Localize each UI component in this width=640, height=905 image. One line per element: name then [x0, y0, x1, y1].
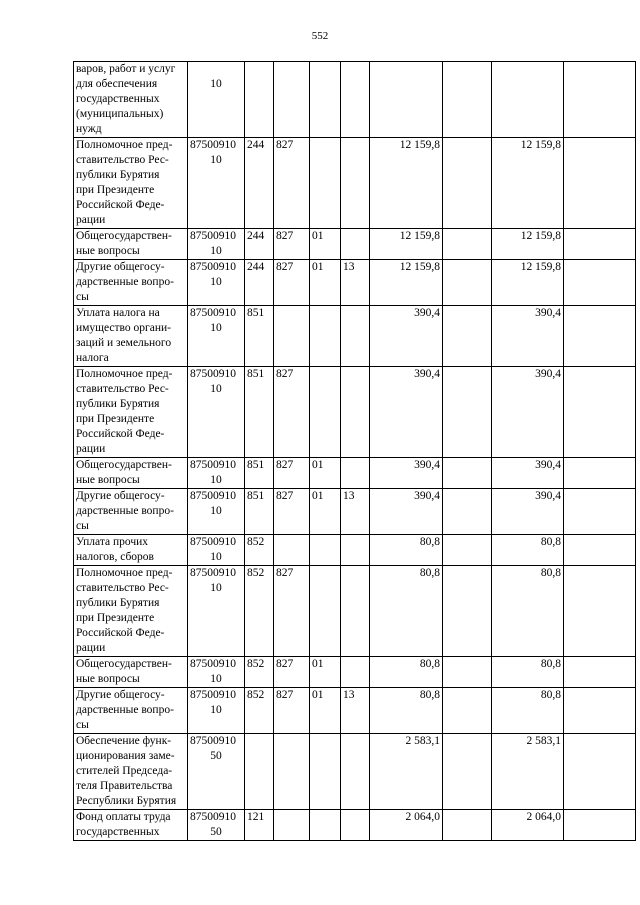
- cell-target-article-line: 87500910: [190, 811, 236, 823]
- cell-name: [74, 229, 188, 260]
- cell-subsection: [341, 138, 370, 229]
- cell-target-article: [188, 229, 245, 260]
- cell-blank: [443, 458, 492, 489]
- cell-blank: [564, 306, 636, 367]
- cell-section: 01: [310, 458, 341, 489]
- table-row: [74, 688, 636, 734]
- cell-name: [74, 458, 188, 489]
- table-row: [74, 62, 636, 138]
- cell-name-line: Российской Феде-: [76, 627, 165, 639]
- cell-subsection: [341, 535, 370, 566]
- cell-name-line: сы: [76, 291, 89, 303]
- cell-target-article: [188, 138, 245, 229]
- cell-blank: [564, 229, 636, 260]
- cell-subsection: 13: [341, 688, 370, 734]
- cell-expense-type: 851: [245, 489, 274, 535]
- cell-name-line: ставительство Рес-: [76, 582, 169, 594]
- cell-amount: 12 159,8: [370, 138, 443, 229]
- cell-section: [310, 566, 341, 657]
- cell-admin-code: 827: [274, 367, 310, 458]
- cell-amount-total: 390,4: [492, 306, 564, 367]
- cell-expense-type: 121: [245, 810, 274, 841]
- cell-target-article-line: [190, 62, 242, 77]
- table-row: [74, 260, 636, 306]
- cell-blank: [443, 306, 492, 367]
- cell-target-article-line: 87500910: [190, 307, 236, 319]
- cell-name: [74, 62, 188, 138]
- table-row: [74, 734, 636, 810]
- cell-amount-total: 12 159,8: [492, 260, 564, 306]
- cell-subsection: [341, 810, 370, 841]
- table-row: [74, 810, 636, 841]
- table-body: [74, 62, 636, 841]
- cell-target-article-line: 10: [210, 551, 222, 563]
- cell-subsection: [341, 229, 370, 260]
- cell-target-article: [188, 734, 245, 810]
- cell-section: [310, 306, 341, 367]
- cell-name-line: Другие общегосу-: [76, 261, 165, 273]
- cell-name-line: Общегосударствен-: [76, 658, 172, 670]
- cell-section: [310, 734, 341, 810]
- cell-amount-total: 390,4: [492, 458, 564, 489]
- cell-name-line: Полномочное пред-: [76, 567, 173, 579]
- cell-blank: [564, 810, 636, 841]
- cell-section: [310, 62, 341, 138]
- cell-subsection: [341, 566, 370, 657]
- cell-name: [74, 367, 188, 458]
- cell-name-line: Российской Феде-: [76, 428, 165, 440]
- table-row: [74, 367, 636, 458]
- cell-name-line: при Президенте: [76, 184, 155, 196]
- cell-blank: [443, 657, 492, 688]
- cell-target-article-line: 87500910: [190, 368, 236, 380]
- cell-target-article: [188, 62, 245, 138]
- cell-name: [74, 489, 188, 535]
- cell-subsection: [341, 62, 370, 138]
- cell-expense-type: 851: [245, 458, 274, 489]
- cell-name-line: дарственные вопро-: [76, 704, 174, 716]
- cell-amount: 390,4: [370, 458, 443, 489]
- cell-name-line: ционирования заме-: [76, 750, 175, 762]
- cell-name-line: Уплата прочих: [76, 536, 149, 548]
- cell-target-article: [188, 458, 245, 489]
- cell-amount-total: 2 583,1: [492, 734, 564, 810]
- table-row: [74, 229, 636, 260]
- cell-blank: [443, 62, 492, 138]
- cell-name-line: ставительство Рес-: [76, 154, 169, 166]
- cell-subsection: 13: [341, 260, 370, 306]
- cell-amount: 390,4: [370, 367, 443, 458]
- cell-section: 01: [310, 229, 341, 260]
- cell-name: [74, 535, 188, 566]
- cell-target-article-line: 10: [210, 505, 222, 517]
- cell-section: 01: [310, 260, 341, 306]
- cell-name-line: Общегосударствен-: [76, 459, 172, 471]
- cell-target-article: [188, 367, 245, 458]
- cell-blank: [443, 810, 492, 841]
- cell-admin-code: 827: [274, 458, 310, 489]
- cell-name-line: заций и земельного: [76, 337, 172, 349]
- cell-amount: 2 064,0: [370, 810, 443, 841]
- cell-blank: [443, 688, 492, 734]
- cell-target-article: [188, 306, 245, 367]
- cell-amount-total: 80,8: [492, 566, 564, 657]
- cell-amount-total: 80,8: [492, 657, 564, 688]
- cell-target-article-line: 10: [210, 245, 222, 257]
- cell-name-line: Другие общегосу-: [76, 689, 165, 701]
- cell-target-article-line: 87500910: [190, 490, 236, 502]
- cell-target-article-line: 87500910: [190, 689, 236, 701]
- cell-blank: [564, 62, 636, 138]
- table-row: [74, 458, 636, 489]
- cell-blank: [564, 458, 636, 489]
- cell-admin-code: [274, 535, 310, 566]
- cell-name-line: рации: [76, 443, 106, 455]
- cell-name-line: публики Бурятия: [76, 597, 160, 609]
- cell-name-line: ные вопросы: [76, 673, 140, 685]
- cell-name-line: варов, работ и услуг: [76, 63, 176, 75]
- cell-name-line: Фонд оплаты труда: [76, 811, 171, 823]
- cell-name: [74, 260, 188, 306]
- cell-amount: 80,8: [370, 566, 443, 657]
- cell-amount-total: 12 159,8: [492, 229, 564, 260]
- cell-amount: [370, 62, 443, 138]
- cell-amount: 80,8: [370, 657, 443, 688]
- cell-amount-total: 390,4: [492, 489, 564, 535]
- cell-admin-code: [274, 306, 310, 367]
- cell-admin-code: 827: [274, 260, 310, 306]
- cell-target-article-line: 87500910: [190, 536, 236, 548]
- cell-name-line: ные вопросы: [76, 245, 140, 257]
- cell-name-line: ставительство Рес-: [76, 383, 169, 395]
- cell-name-line: рации: [76, 642, 106, 654]
- cell-name-line: нужд: [76, 123, 102, 135]
- cell-amount-total: 80,8: [492, 535, 564, 566]
- cell-blank: [564, 535, 636, 566]
- cell-section: 01: [310, 688, 341, 734]
- table-row: [74, 138, 636, 229]
- cell-section: 01: [310, 489, 341, 535]
- cell-name-line: налога: [76, 352, 109, 364]
- cell-blank: [443, 229, 492, 260]
- cell-expense-type: 851: [245, 367, 274, 458]
- cell-expense-type: 852: [245, 535, 274, 566]
- cell-admin-code: 827: [274, 489, 310, 535]
- cell-name-line: публики Бурятия: [76, 398, 160, 410]
- cell-expense-type: 851: [245, 306, 274, 367]
- cell-subsection: [341, 657, 370, 688]
- cell-blank: [443, 489, 492, 535]
- cell-blank: [564, 260, 636, 306]
- cell-target-article-line: 10: [210, 276, 222, 288]
- cell-name-line: стителей Председа-: [76, 765, 173, 777]
- cell-blank: [564, 566, 636, 657]
- cell-name-line: при Президенте: [76, 413, 155, 425]
- table-row: [74, 535, 636, 566]
- cell-admin-code: 827: [274, 229, 310, 260]
- cell-name: [74, 734, 188, 810]
- cell-target-article: [188, 489, 245, 535]
- cell-blank: [564, 367, 636, 458]
- cell-amount: 80,8: [370, 535, 443, 566]
- cell-name-line: Полномочное пред-: [76, 139, 173, 151]
- cell-expense-type: 852: [245, 566, 274, 657]
- cell-name-line: Обеспечение функ-: [76, 735, 172, 747]
- cell-amount-total: [492, 62, 564, 138]
- cell-target-article-line: 87500910: [190, 658, 236, 670]
- cell-name-line: Другие общегосу-: [76, 490, 165, 502]
- cell-expense-type: 852: [245, 688, 274, 734]
- cell-target-article: [188, 657, 245, 688]
- cell-name-line: публики Бурятия: [76, 169, 160, 181]
- cell-subsection: [341, 367, 370, 458]
- cell-amount: 12 159,8: [370, 260, 443, 306]
- cell-target-article-line: 87500910: [190, 735, 236, 747]
- cell-target-article-line: 10: [210, 322, 222, 334]
- cell-subsection: [341, 306, 370, 367]
- cell-blank: [564, 734, 636, 810]
- table-row: [74, 489, 636, 535]
- cell-target-article: [188, 566, 245, 657]
- cell-name: [74, 306, 188, 367]
- cell-blank: [564, 688, 636, 734]
- page-number: 552: [311, 30, 329, 42]
- cell-section: [310, 138, 341, 229]
- cell-target-article-line: 50: [210, 826, 222, 838]
- cell-name-line: дарственные вопро-: [76, 505, 174, 517]
- cell-target-article-line: 10: [210, 78, 222, 90]
- cell-name-line: Республики Бурятия: [76, 795, 177, 807]
- cell-amount: 80,8: [370, 688, 443, 734]
- cell-target-article-line: 10: [210, 474, 222, 486]
- cell-target-article-line: 10: [210, 154, 222, 166]
- cell-target-article-line: 87500910: [190, 139, 236, 151]
- cell-blank: [564, 657, 636, 688]
- cell-target-article-line: 10: [210, 383, 222, 395]
- cell-name-line: имущество органи-: [76, 322, 171, 334]
- cell-name-line: сы: [76, 520, 89, 532]
- cell-admin-code: 827: [274, 138, 310, 229]
- cell-expense-type: 244: [245, 229, 274, 260]
- cell-blank: [564, 138, 636, 229]
- cell-amount-total: 390,4: [492, 367, 564, 458]
- cell-name-line: Российской Феде-: [76, 199, 165, 211]
- cell-name: [74, 810, 188, 841]
- cell-admin-code: [274, 734, 310, 810]
- budget-table: [73, 61, 636, 841]
- cell-section: [310, 535, 341, 566]
- cell-expense-type: 244: [245, 138, 274, 229]
- cell-blank: [443, 367, 492, 458]
- table-row: [74, 657, 636, 688]
- cell-expense-type: 852: [245, 657, 274, 688]
- cell-target-article: [188, 688, 245, 734]
- cell-expense-type: [245, 62, 274, 138]
- cell-amount-total: 80,8: [492, 688, 564, 734]
- cell-blank: [443, 535, 492, 566]
- cell-blank: [443, 260, 492, 306]
- cell-name-line: для обеспечения: [76, 78, 158, 90]
- cell-name: [74, 566, 188, 657]
- cell-name-line: при Президенте: [76, 612, 155, 624]
- cell-subsection: [341, 458, 370, 489]
- cell-name-line: Общегосударствен-: [76, 230, 172, 242]
- cell-amount: 390,4: [370, 489, 443, 535]
- cell-name-line: сы: [76, 719, 89, 731]
- cell-target-article-line: 87500910: [190, 261, 236, 273]
- cell-admin-code: 827: [274, 688, 310, 734]
- cell-target-article: [188, 535, 245, 566]
- cell-expense-type: 244: [245, 260, 274, 306]
- cell-name-line: Уплата налога на: [76, 307, 160, 319]
- cell-name: [74, 138, 188, 229]
- table-row: [74, 306, 636, 367]
- cell-name-line: налогов, сборов: [76, 551, 154, 563]
- cell-target-article-line: 87500910: [190, 459, 236, 471]
- cell-name-line: теля Правительства: [76, 780, 173, 792]
- cell-admin-code: 827: [274, 566, 310, 657]
- cell-target-article-line: 87500910: [190, 230, 236, 242]
- cell-amount: 390,4: [370, 306, 443, 367]
- cell-admin-code: [274, 810, 310, 841]
- cell-admin-code: 827: [274, 657, 310, 688]
- cell-name-line: государственных: [76, 826, 160, 838]
- table-row: [74, 566, 636, 657]
- cell-section: 01: [310, 657, 341, 688]
- cell-amount: 2 583,1: [370, 734, 443, 810]
- cell-admin-code: [274, 62, 310, 138]
- cell-target-article-line: 10: [210, 704, 222, 716]
- cell-expense-type: [245, 734, 274, 810]
- cell-target-article-line: 50: [210, 750, 222, 762]
- cell-blank: [564, 489, 636, 535]
- cell-blank: [443, 734, 492, 810]
- cell-amount-total: 12 159,8: [492, 138, 564, 229]
- cell-blank: [443, 566, 492, 657]
- cell-amount-total: 2 064,0: [492, 810, 564, 841]
- cell-name-line: Полномочное пред-: [76, 368, 173, 380]
- cell-name-line: дарственные вопро-: [76, 276, 174, 288]
- cell-name-line: (муниципальных): [76, 108, 164, 120]
- cell-target-article: [188, 810, 245, 841]
- cell-section: [310, 810, 341, 841]
- cell-amount: 12 159,8: [370, 229, 443, 260]
- cell-name-line: ные вопросы: [76, 474, 140, 486]
- cell-subsection: 13: [341, 489, 370, 535]
- cell-name: [74, 657, 188, 688]
- cell-target-article-line: 10: [210, 582, 222, 594]
- cell-subsection: [341, 734, 370, 810]
- cell-target-article-line: 87500910: [190, 567, 236, 579]
- cell-name: [74, 688, 188, 734]
- cell-blank: [443, 138, 492, 229]
- cell-target-article-line: 10: [210, 673, 222, 685]
- cell-name-line: государственных: [76, 93, 160, 105]
- cell-name-line: рации: [76, 214, 106, 226]
- cell-target-article: [188, 260, 245, 306]
- cell-section: [310, 367, 341, 458]
